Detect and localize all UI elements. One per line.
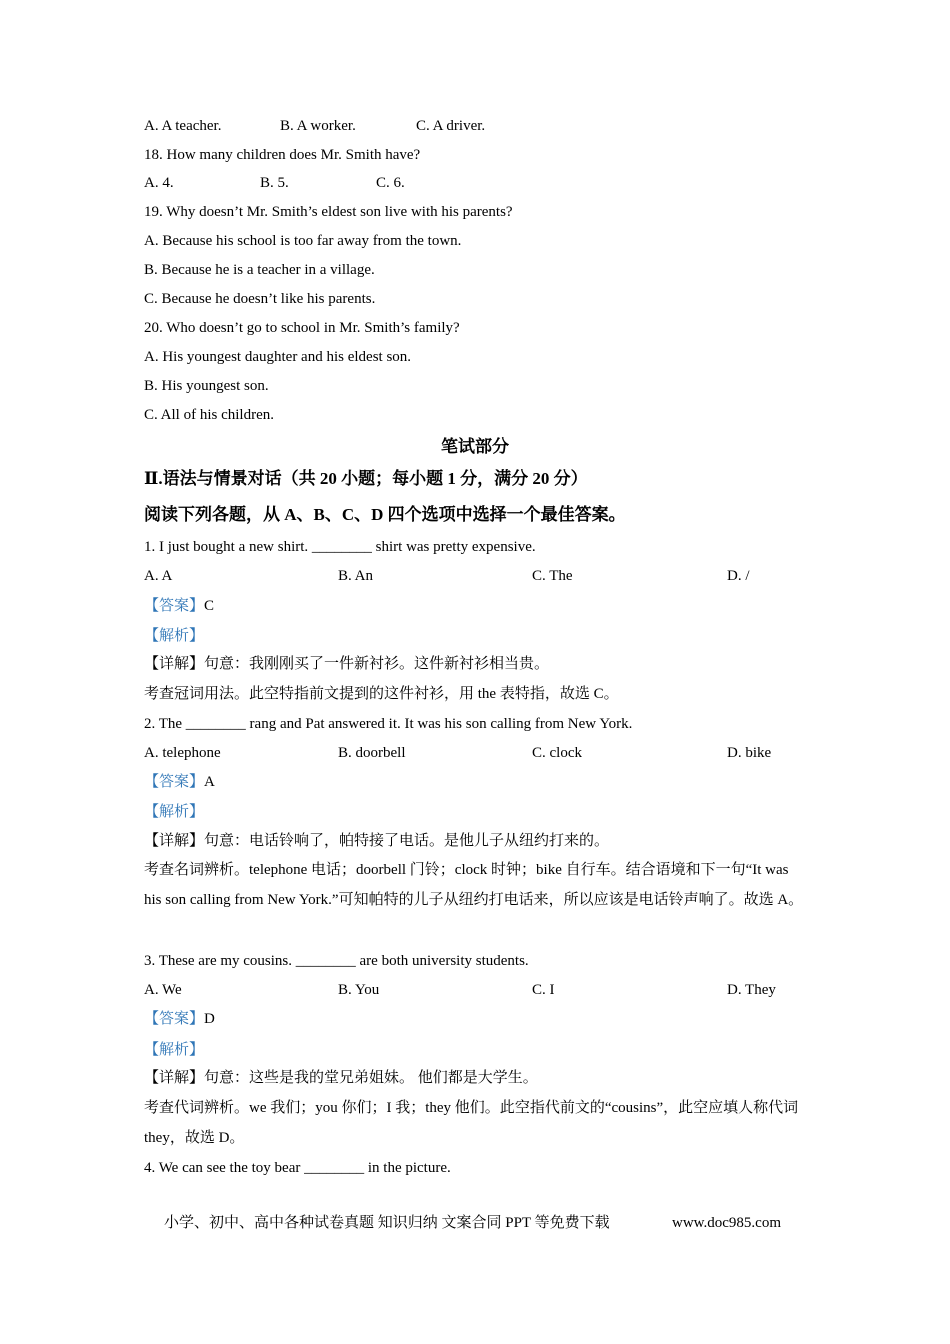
q17-option-c: C. A driver. <box>416 118 486 134</box>
answer-label: 【答案】 <box>144 1011 205 1027</box>
q3-detail <box>144 1068 538 1088</box>
q2-explanation: 考查名词辨析。telephone 电话；doorbell 门铃；clock 时钟；bike 自行车。结合语境和下一句“It was his son calling from New York.”可知帕特的儿子从纽约打电话来，所以应该是电话铃声响了。故选 A。 <box>144 862 804 908</box>
q19-option-b: B. Because he is a teacher in a village. <box>144 262 375 278</box>
q3-option-c: C. I <box>532 982 555 998</box>
footer-promo-text: 小学、初中、高中各种试卷真题 知识归纳 文案合同 PPT 等免费下载 <box>164 1215 610 1231</box>
q3-detail-text: 句意：这些是我的堂兄弟姐妹。 他们都是大学生。 <box>204 1070 538 1086</box>
q3-answer <box>144 1009 215 1029</box>
q1-option-b: B. An <box>338 568 374 584</box>
q2-option-d: D. bike <box>727 745 772 761</box>
q18-question: 18. How many children does Mr. Smith have? <box>144 147 421 163</box>
detail-label: 【详解】 <box>144 656 205 672</box>
q19-option-c: C. Because he doesn’t like his parents. <box>144 291 376 307</box>
answer-label: 【答案】 <box>144 774 205 790</box>
q2-option-c: C. clock <box>532 745 582 761</box>
q1-detail-text: 句意：我刚刚买了一件新衬衫。这件新衬衫相当贵。 <box>204 656 550 672</box>
q1-answer-value: C <box>204 598 215 614</box>
q18-option-b: B. 5. <box>260 175 289 191</box>
q20-option-a: A. His youngest daughter and his eldest son. <box>144 349 412 365</box>
section2-instruction: 阅读下列各题，从 A、B、C、D 四个选项中选择一个最佳答案。 <box>144 505 626 524</box>
q20-option-c: C. All of his children. <box>144 407 274 423</box>
written-part-heading: 笔试部分 <box>441 437 509 456</box>
q17-option-b: B. A worker. <box>280 118 356 134</box>
q1-answer <box>144 596 214 616</box>
q1-explanation: 考查冠词用法。此空特指前文提到的这件衬衫，用 the 表特指，故选 C。 <box>144 686 619 702</box>
q1-analysis <box>144 626 204 646</box>
q1-option-d: D. / <box>727 568 750 584</box>
q17-option-a: A. A teacher. <box>144 118 222 134</box>
q2-option-b: B. doorbell <box>338 745 406 761</box>
footer-website-link[interactable]: www.doc985.com <box>672 1215 782 1231</box>
q18-option-a: A. 4. <box>144 175 174 191</box>
q2-option-a: A. telephone <box>144 745 221 761</box>
answer-label: 【答案】 <box>144 598 205 614</box>
q2-detail <box>144 831 609 851</box>
q1-question: 1. I just bought a new shirt. ________ shirt was pretty expensive. <box>144 539 536 555</box>
q3-answer-value: D <box>204 1011 215 1027</box>
q20-option-b: B. His youngest son. <box>144 378 269 394</box>
q2-question: 2. The ________ rang and Pat answered it. It was his son calling from New York. <box>144 716 633 732</box>
q3-option-a: A. We <box>144 982 182 998</box>
q19-option-a: A. Because his school is too far away from the town. <box>144 233 462 249</box>
q1-option-a: A. A <box>144 568 173 584</box>
q2-answer <box>144 772 215 792</box>
q3-question: 3. These are my cousins. ________ are both university students. <box>144 953 529 969</box>
analysis-label: 【解析】 <box>144 804 205 820</box>
analysis-label: 【解析】 <box>144 628 205 644</box>
q3-explanation: 考查代词辨析。we 我们；you 你们；I 我；they 他们。此空指代前文的“cousins”，此空应填人称代词 they，故选 D。 <box>144 1100 799 1146</box>
q1-option-c: C. The <box>532 568 573 584</box>
q2-analysis <box>144 802 204 822</box>
q3-option-d: D. They <box>727 982 776 998</box>
q3-analysis <box>144 1040 204 1060</box>
q4-question: 4. We can see the toy bear ________ in the picture. <box>144 1160 451 1176</box>
q1-detail <box>144 654 549 674</box>
q3-option-b: B. You <box>338 982 380 998</box>
detail-label: 【详解】 <box>144 833 205 849</box>
q2-detail-text: 句意：电话铃响了，帕特接了电话。是他儿子从纽约打来的。 <box>204 833 610 849</box>
q20-question: 20. Who doesn’t go to school in Mr. Smith’s family? <box>144 320 460 336</box>
detail-label: 【详解】 <box>144 1070 205 1086</box>
q18-option-c: C. 6. <box>376 175 405 191</box>
section2-title: Ⅱ.语法与情景对话（共 20 小题；每小题 1 分，满分 20 分） <box>144 469 588 488</box>
q2-answer-value: A <box>204 774 215 790</box>
analysis-label: 【解析】 <box>144 1042 205 1058</box>
q19-question: 19. Why doesn’t Mr. Smith’s eldest son live with his parents? <box>144 204 513 220</box>
